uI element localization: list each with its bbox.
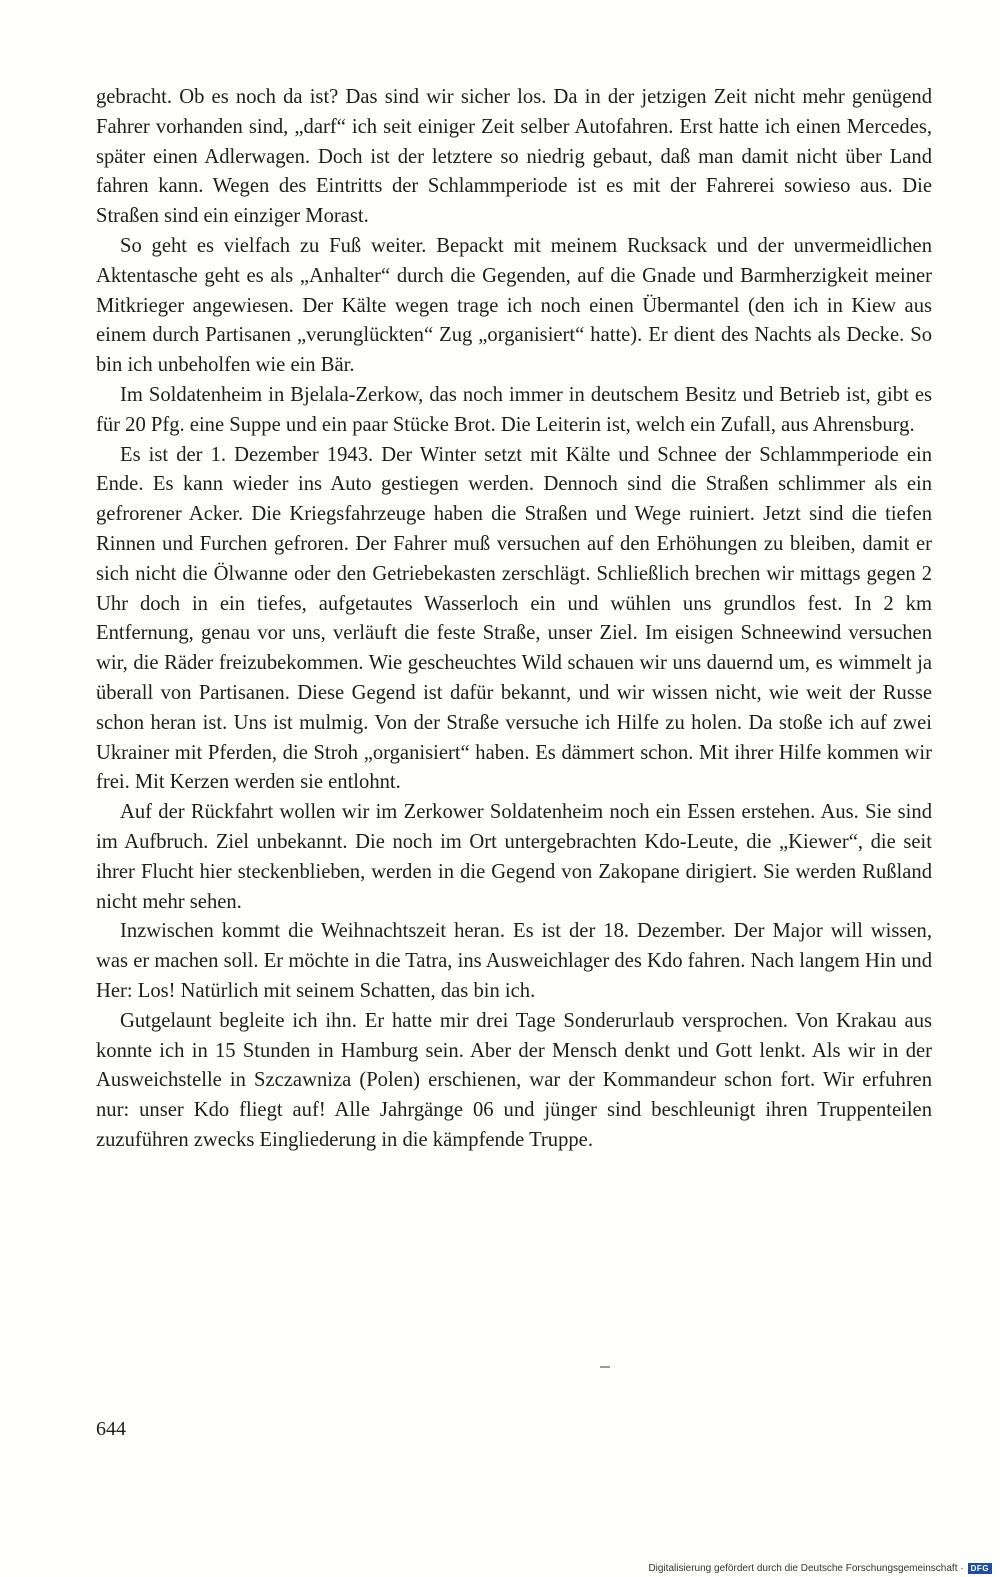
paragraph-1: gebracht. Ob es noch da ist? Das sind wir sicher los. Da in der jetzigen Zeit nicht mehr genügend Fahrer vorhanden sind, „darf“ ich seit einiger Zeit selber Autofahren. Erst hatte ich einen Mercedes, später einen Adlerwagen. Doch ist der letztere so niedrig gebaut, daß man damit nicht über Land fahren kann. Wegen des Eintritts der Schlammperiode ist es mit der Fahrerei sowieso aus. Die Straßen sind ein einziger Morast. <box>96 86 932 228</box>
paragraph-6: Inzwischen kommt die Weihnachtszeit heran. Es ist der 18. Dezember. Der Major will wissen, was er machen soll. Er möchte in die Tatra, ins Ausweichlager des Kdo fahren. Nach langem Hin und Her: Los! Natürlich mit seinem Schatten, das bin ich. <box>96 920 932 1002</box>
dfg-logo: DFG <box>968 1563 992 1574</box>
paragraph-2: So geht es vielfach zu Fuß weiter. Bepackt mit meinem Rucksack und der unvermeidlichen Aktentasche geht es als „Anhalter“ durch die Gegenden, auf die Gnade und Barmherzigkeit meiner Mitkrieger angewiesen. Der Kälte wegen trage ich noch einen Übermantel (den ich in Kiew aus einem durch Partisanen „verunglückten“ Zug „organisiert“ hatte). Er dient des Nachts als Decke. So bin ich unbeholfen wie ein Bär. <box>96 234 932 377</box>
paragraph-7: Gutgelaunt begleite ich ihn. Er hatte mir drei Tage Sonderurlaub versprochen. Von Krakau aus konnte ich in 15 Stunden in Hamburg sein. Aber der Mensch denkt und Gott lenkt. Als wir in der Ausweichstelle in Szczawniza (Polen) erschienen, war der Kommandeur schon fort. Wir erfuhren nur: unser Kdo fliegt auf! Alle Jahrgänge 06 und jünger sind beschleunigt ihren Truppenteilen zuzuführen zwecks Eingliederung in die kämpfende Truppe. <box>96 1009 932 1151</box>
paragraph-3: Im Soldatenheim in Bjelala-Zerkow, das noch immer in deutschem Besitz und Betrieb ist, gibt es für 20 Pfg. eine Suppe und ein paar Stücke Brot. Die Leiterin ist, welch ein Zufall, aus Ahrensburg. <box>96 383 932 436</box>
scan-mark <box>600 1366 610 1368</box>
footer-text: Digitalisierung gefördert durch die Deutsche Forschungsgemeinschaft · <box>648 1563 964 1574</box>
paragraph-4: Es ist der 1. Dezember 1943. Der Winter setzt mit Kälte und Schnee der Schlammperiode ein Ende. Es kann wieder ins Auto gestiegen werden. Dennoch sind die Straßen schlimmer als ein gefrorener Acker. Die Kriegsfahrzeuge haben die Straßen und Wege ruiniert. Jetzt sind die tiefen Rinnen und Furchen gefroren. Der Fahrer muß versuchen auf den Erhöhungen zu bleiben, damit er sich nicht die Ölwanne oder den Getriebekasten zerschlägt. Schließlich brechen wir mittags gegen 2 Uhr doch in ein tiefes, aufgetautes Wasserloch ein und wühlen uns grundlos fest. In 2 km Entfernung, genau vor uns, verläuft die feste Straße, unser Ziel. Im eisigen Schneewind versuchen wir, die Räder freizubekommen. Wie gescheuchtes Wild schauen wir uns dauernd um, es wimmelt ja überall von Partisanen. Diese Gegend ist dafür bekannt, und wir wissen nicht, wie weit der Russe schon heran ist. Uns ist mulmig. Von der Straße versuche ich Hilfe zu holen. Da stoße ich auf zwei Ukrainer mit Pferden, die Stroh „organisiert“ haben. Es dämmert schon. Mit ihrer Hilfe kommen wir frei. Mit Kerzen werden sie entlohnt. <box>96 443 932 794</box>
digitization-footer <box>648 1563 992 1574</box>
paragraph-5: Auf der Rückfahrt wollen wir im Zerkower Soldatenheim noch ein Essen erstehen. Aus. Sie sind im Aufbruch. Ziel unbekannt. Die noch im Ort untergebrachten Kdo-Leute, die „Kiewer“, die seit ihrer Flucht hier steckenblieben, werden in die Gegend von Zakopane dirigiert. Sie werden Rußland nicht mehr sehen. <box>96 801 932 913</box>
body-text <box>96 83 932 1156</box>
page-number: 644 <box>96 1418 126 1440</box>
